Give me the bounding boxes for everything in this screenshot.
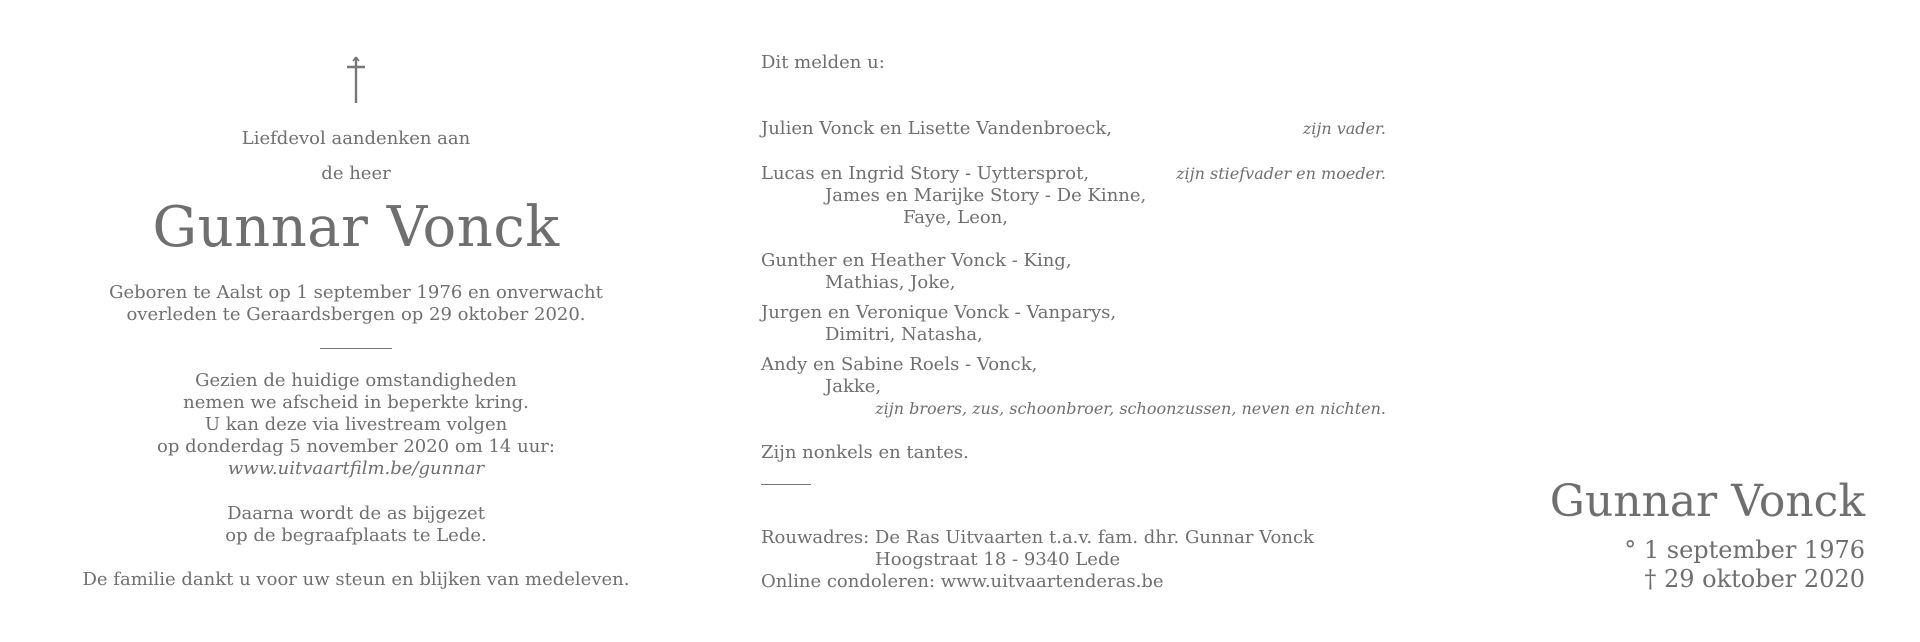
stepparents-line-2: James en Marijke Story - De Kinne, <box>825 185 1147 206</box>
burial-line-1: Daarna wordt de as bijgezet <box>227 503 485 524</box>
death-date: † 29 oktober 2020 <box>1644 565 1865 593</box>
side-name: Gunnar Vonck <box>1549 476 1865 527</box>
siblings-relation: zijn broers, zus, schoonbroer, schoonzussen, neven en nichten. <box>875 399 1386 418</box>
divider <box>320 348 392 349</box>
intro-text: Liefdevol aandenken aan <box>241 128 471 149</box>
burial-line-2: op de begraafplaats te Lede. <box>225 525 487 546</box>
sibling-1-names: Gunther en Heather Vonck - King, <box>761 250 1072 271</box>
title-prefix: de heer <box>321 163 391 184</box>
address-line-3: Online condoleren: www.uitvaartenderas.be <box>761 571 1164 592</box>
address-line-2: Hoogstraat 18 - 9340 Lede <box>875 549 1121 570</box>
farewell-line-2: nemen we afscheid in beperkte kring. <box>183 392 529 413</box>
opening-text: Dit melden u: <box>761 52 885 73</box>
address-line-1: Rouwadres: De Ras Uitvaarten t.a.v. fam. dhr. Gunnar Vonck <box>761 527 1314 548</box>
middle-divider <box>761 484 811 485</box>
farewell-line-3: U kan deze via livestream volgen <box>204 414 508 435</box>
birth-date: ° 1 september 1976 <box>1624 536 1865 564</box>
sibling-2-children: Dimitri, Natasha, <box>825 324 983 345</box>
uncles-text: Zijn nonkels en tantes. <box>761 442 969 463</box>
parents-names: Julien Vonck en Lisette Vandenbroeck, <box>761 118 1112 139</box>
farewell-line-1: Gezien de huidige omstandigheden <box>195 370 517 391</box>
deceased-name: Gunnar Vonck <box>152 195 560 260</box>
sibling-3-children: Jakke, <box>825 376 882 397</box>
birth-death-line-1: Geboren te Aalst op 1 september 1976 en onverwacht <box>109 282 603 303</box>
stepparents-line-1: Lucas en Ingrid Story - Uyttersprot, <box>761 163 1090 184</box>
thanks-text: De familie dankt u voor uw steun en blijken van medeleven. <box>82 569 630 590</box>
stepparents-line-3: Faye, Leon, <box>903 207 1009 228</box>
sibling-1-children: Mathias, Joke, <box>825 272 956 293</box>
livestream-link[interactable]: www.uitvaartfilm.be/gunnar <box>227 458 485 479</box>
parents-relation: zijn vader. <box>1302 119 1386 138</box>
farewell-line-4: op donderdag 5 november 2020 om 14 uur: <box>157 436 555 457</box>
cross-icon <box>338 55 374 105</box>
birth-death-line-2: overleden te Geraardsbergen op 29 oktober 2020. <box>126 304 586 325</box>
stepparents-relation: zijn stiefvader en moeder. <box>1176 164 1386 183</box>
sibling-3-names: Andy en Sabine Roels - Vonck, <box>761 354 1038 375</box>
sibling-2-names: Jurgen en Veronique Vonck - Vanparys, <box>761 302 1117 323</box>
